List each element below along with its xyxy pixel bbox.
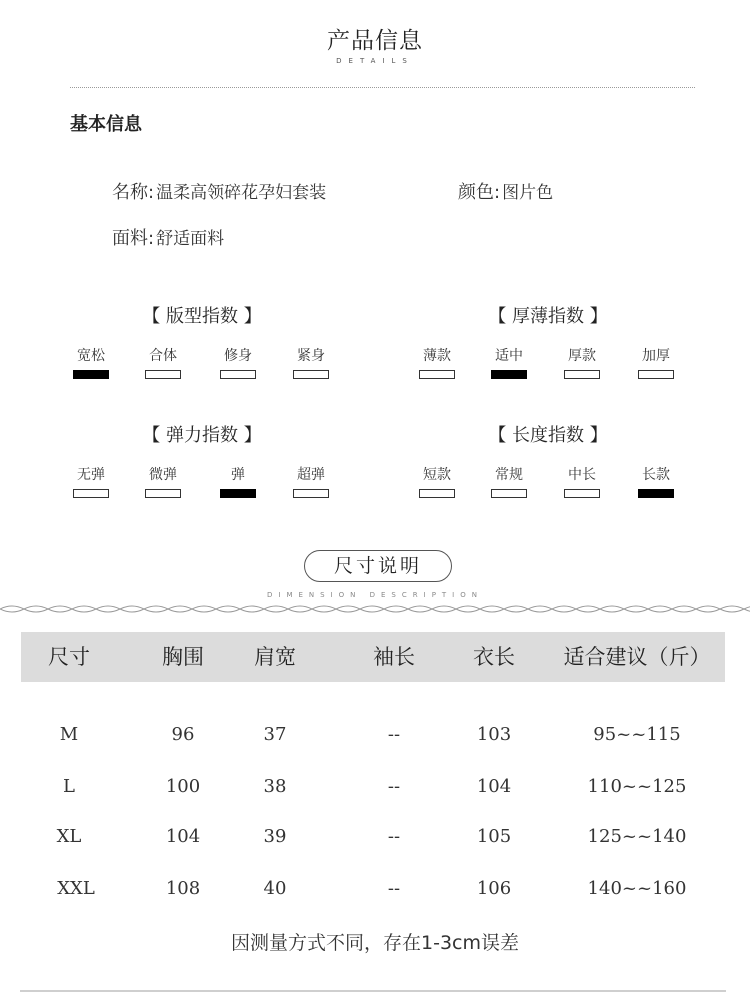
length-option xyxy=(621,465,691,498)
cell-length: 103 xyxy=(476,724,512,745)
option-label: 长款 xyxy=(642,467,670,483)
indicator-box xyxy=(293,489,329,498)
indicator-box xyxy=(220,489,256,498)
header-recommendation: 适合建议（斤） xyxy=(563,645,711,669)
dotted-divider xyxy=(70,87,695,88)
header-size: 尺寸 xyxy=(48,645,90,669)
elasticity-option xyxy=(276,465,346,498)
cell-size: XXL xyxy=(57,878,95,899)
size-table-header xyxy=(21,632,725,682)
option-label: 微弹 xyxy=(149,467,177,483)
indicator-box xyxy=(638,370,674,379)
color-value: 图片色 xyxy=(502,183,554,203)
header-length: 衣长 xyxy=(473,645,515,669)
option-label: 宽松 xyxy=(77,348,105,364)
indicator-box xyxy=(564,489,600,498)
fit-option xyxy=(276,346,346,379)
indicator-box xyxy=(638,489,674,498)
thickness-option xyxy=(402,346,472,379)
bottom-divider xyxy=(20,990,726,992)
table-row xyxy=(0,774,750,800)
option-label: 厚款 xyxy=(568,348,596,364)
basic-info-heading: 基本信息 xyxy=(70,114,142,135)
option-label: 合体 xyxy=(149,348,177,364)
fabric-value: 舒适面料 xyxy=(156,229,225,249)
cell-length: 106 xyxy=(476,878,512,899)
elasticity-option xyxy=(56,465,126,498)
color-label: 颜色: xyxy=(458,182,501,203)
thickness-index-title: 【 厚薄指数 】 xyxy=(488,306,608,327)
cell-sleeve: -- xyxy=(387,724,401,745)
elasticity-option xyxy=(128,465,198,498)
cell-chest: 104 xyxy=(165,826,201,847)
cell-shoulder: 39 xyxy=(263,826,287,847)
cell-length: 104 xyxy=(476,776,512,797)
option-label: 常规 xyxy=(495,467,523,483)
thickness-option xyxy=(474,346,544,379)
header-shoulder: 肩宽 xyxy=(254,645,296,669)
measurement-note: 因测量方式不同，存在1-3cm误差 xyxy=(231,932,519,954)
indicator-box xyxy=(564,370,600,379)
cell-chest: 108 xyxy=(165,878,201,899)
length-index-title: 【 长度指数 】 xyxy=(488,425,608,446)
cell-size: L xyxy=(63,776,75,797)
page-subtitle: DETAILS xyxy=(336,57,414,65)
color-row xyxy=(458,178,553,204)
name-row xyxy=(112,178,326,204)
cell-sleeve: -- xyxy=(387,878,401,899)
wave-divider xyxy=(0,600,750,618)
header-chest: 胸围 xyxy=(162,645,204,669)
cell-recommendation: 110~~125 xyxy=(587,776,687,797)
indicator-box xyxy=(419,489,455,498)
indicator-box xyxy=(145,489,181,498)
option-label: 中长 xyxy=(568,467,596,483)
fit-index-title: 【 版型指数 】 xyxy=(142,306,262,327)
cell-shoulder: 37 xyxy=(263,724,287,745)
option-label: 薄款 xyxy=(423,348,451,364)
name-label: 名称: xyxy=(112,182,155,203)
indicator-box xyxy=(220,370,256,379)
size-section-title: 尺寸说明 xyxy=(304,550,452,582)
table-row xyxy=(0,722,750,748)
elasticity-index-title: 【 弹力指数 】 xyxy=(142,425,262,446)
option-label: 无弹 xyxy=(77,467,105,483)
option-label: 加厚 xyxy=(642,348,670,364)
indicator-box xyxy=(491,489,527,498)
fit-option xyxy=(128,346,198,379)
option-label: 修身 xyxy=(224,348,252,364)
table-row xyxy=(0,876,750,902)
page-title: 产品信息 xyxy=(327,28,423,54)
indicator-box xyxy=(419,370,455,379)
indicator-box xyxy=(491,370,527,379)
fabric-label: 面料: xyxy=(112,228,155,249)
header-sleeve: 袖长 xyxy=(373,645,415,669)
table-row xyxy=(0,824,750,850)
size-section-subtitle: DIMENSION DESCRIPTION xyxy=(266,591,483,599)
cell-sleeve: -- xyxy=(387,826,401,847)
cell-size: XL xyxy=(56,826,82,847)
length-option xyxy=(402,465,472,498)
cell-chest: 100 xyxy=(165,776,201,797)
cell-sleeve: -- xyxy=(387,776,401,797)
fit-option xyxy=(56,346,126,379)
thickness-option xyxy=(547,346,617,379)
indicator-box xyxy=(73,489,109,498)
name-value: 温柔高领碎花孕妇套装 xyxy=(156,183,327,203)
option-label: 适中 xyxy=(495,348,523,364)
cell-recommendation: 95~~115 xyxy=(593,724,681,745)
cell-length: 105 xyxy=(476,826,512,847)
cell-shoulder: 40 xyxy=(263,878,287,899)
cell-size: M xyxy=(59,724,79,745)
length-option xyxy=(474,465,544,498)
option-label: 紧身 xyxy=(297,348,325,364)
cell-shoulder: 38 xyxy=(263,776,287,797)
option-label: 弹 xyxy=(231,467,245,483)
indicator-box xyxy=(293,370,329,379)
elasticity-option xyxy=(203,465,273,498)
cell-recommendation: 125~~140 xyxy=(587,826,687,847)
cell-recommendation: 140~~160 xyxy=(587,878,687,899)
indicator-box xyxy=(145,370,181,379)
option-label: 短款 xyxy=(423,467,451,483)
option-label: 超弹 xyxy=(297,467,325,483)
fabric-row xyxy=(112,224,224,250)
indicator-box xyxy=(73,370,109,379)
length-option xyxy=(547,465,617,498)
fit-option xyxy=(203,346,273,379)
cell-chest: 96 xyxy=(171,724,195,745)
thickness-option xyxy=(621,346,691,379)
